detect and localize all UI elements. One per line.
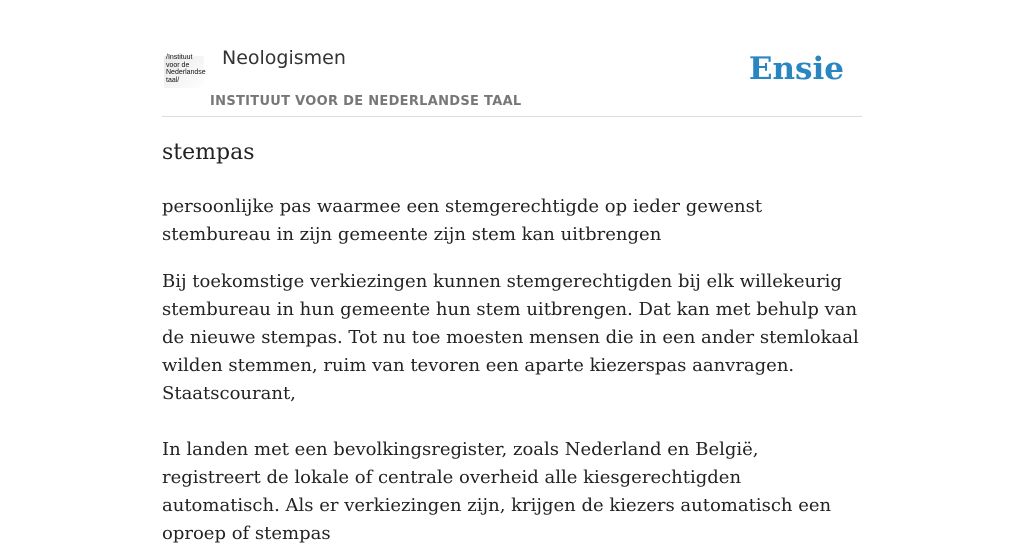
entry-definition: persoonlijke pas waarmee een stemgerechtigde op ieder gewenst stembureau in zijn gemeente zijn stem kan uitbrengen [162,196,763,245]
site-subtitle: INSTITUUT VOOR DE NEDERLANDSE TAAL [210,94,522,109]
entry-quote-second: In landen met een bevolkingsregister, zoals Nederland en België, registreert de lokale of centrale overheid alle kiesgerechtigden automatisch. Als er verkiezingen zijn, krijgen de kiezers automatisch een oproep of stempas [162,439,832,544]
ensie-brand-link[interactable]: Ensie [748,51,844,87]
ivdnt-logo[interactable]: /Instituut voor de Nederlandse taal/ [166,54,206,84]
entry-source: Staatscourant, [162,383,296,404]
site-header [162,40,862,117]
entry-quote: Bij toekomstige verkiezingen kunnen stemgerechtigden bij elk willekeurig stembureau in hun gemeente hun stem uitbrengen. Dat kan met behulp van de nieuwe stempas. Tot nu toe moesten mensen die in een ander stemlokaal wilden stemmen, ruim van tevoren een aparte kiezerspas aanvragen. [162,271,859,376]
site-title[interactable]: Neologismen [222,47,346,69]
entry-word: stempas [162,140,255,165]
entry-quote-block [162,268,862,408]
